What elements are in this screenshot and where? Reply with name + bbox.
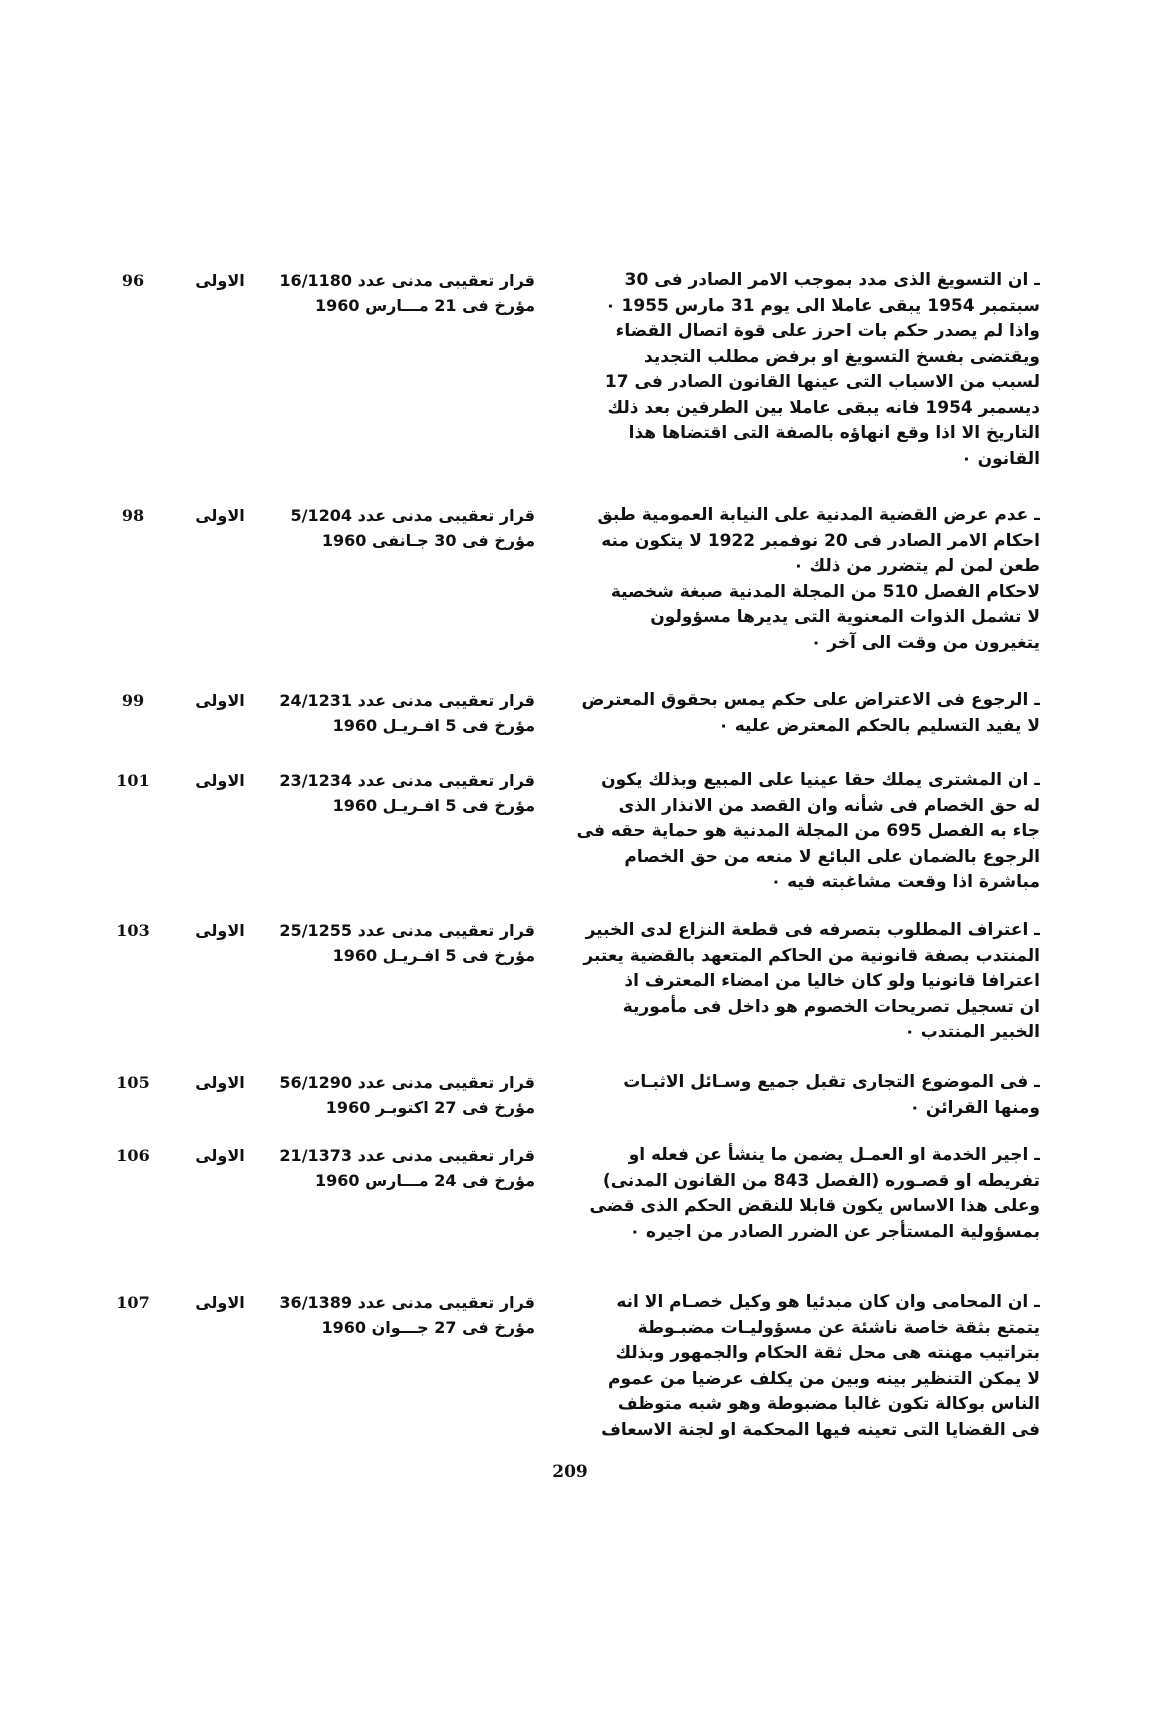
chamber-label: الاولى [195,1073,245,1092]
summary-line: التاريخ الا اذا وقع انهاؤه بالصفة التى اقتضاها هذا [628,423,1040,443]
decision-number: قرار تعقيبى مدنى عدد 16/1180 [279,271,535,290]
decision-date: مؤرخ فى 5 افـريـل 1960 [332,946,535,965]
summary-line: ان تسجيل تصريحات الخصوم هو داخل فى مأمورية [622,996,1040,1017]
page-reference: 103 [116,921,150,940]
ruling-summary [568,503,1040,656]
summary-line: يتمتع بثقة خاصة ناشئة عن مسؤوليـات مضبـوطة [637,1317,1040,1338]
summary-line: الخبير المنتدب ٠ [904,1022,1040,1042]
summary-line: المنتدب بصفة قانونية من الحاكم المتعهد بالقضية يعتبر [583,945,1040,966]
ruling-summary [568,1143,1040,1245]
summary-line: الناس بوكالة تكون غالبا مضبوطة وهو شبه متوظف [617,1394,1040,1414]
chamber-label: الاولى [195,691,245,710]
chamber-label: الاولى [195,921,245,940]
decision-date: مؤرخ فى 5 افـريـل 1960 [332,716,535,735]
decision-number: قرار تعقيبى مدنى عدد 5/1204 [290,506,535,525]
summary-line: فى القضايا التى تعينه فيها المحكمة او لجنة الاسعاف [601,1419,1040,1440]
summary-line: ـ اجير الخدمة او العمـل يضمن ما ينشأ عن فعله او [628,1145,1040,1165]
decision-date: مؤرخ فى 27 جـــوان 1960 [321,1318,535,1337]
page-reference: 99 [121,691,145,710]
summary-line: طعن لمن لم يتضرر من ذلك ٠ [793,556,1040,576]
summary-line: الرجوع بالضمان على البائع لا منعه من حق الخصام [624,846,1040,867]
summary-line: ديسمبر 1954 فانه يبقى عاملا بين الطرفين بعد ذلك [607,397,1040,418]
summary-line: لا يفيد التسليم بالحكم المعترض عليه ٠ [718,715,1040,736]
summary-line: له حق الخصام فى شأنه وان القصد من الانذار الذى [618,795,1040,816]
decision-date: مؤرخ فى 21 مـــارس 1960 [314,296,535,315]
decision-date: مؤرخ فى 24 مـــارس 1960 [314,1171,535,1190]
ruling-summary [568,688,1040,739]
summary-line: اعترافا قانونيا ولو كان خاليا من امضاء المعترف اذ [624,971,1040,991]
ruling-summary [568,268,1040,472]
summary-line: جاء به الفصل 695 من المجلة المدنية هو حماية حقه فى [576,821,1040,841]
summary-line: لاحكام الفصل 510 من المجلة المدنية صبغة شخصية [610,581,1040,602]
decision-reference [250,503,535,553]
summary-line: بمسؤولية المستأجر عن الضرر الصادر من اجيره ٠ [629,1221,1040,1242]
summary-line: ومنها القرائن ٠ [909,1097,1040,1118]
decision-reference [250,1290,535,1340]
decision-number: قرار تعقيبى مدنى عدد 23/1234 [279,771,535,790]
decision-reference [250,1070,535,1120]
summary-line: ـ عدم عرض القضية المدنية على النيابة العمومية طبق [597,505,1040,525]
decision-date: مؤرخ فى 30 جـانفى 1960 [321,531,535,550]
decision-date: مؤرخ فى 5 افـريـل 1960 [332,796,535,815]
decision-reference [250,918,535,968]
summary-line: القانون ٠ [961,448,1040,469]
summary-line: ـ ان المشترى يملك حقا عينيا على المبيع وبذلك يكون [601,770,1040,790]
decision-reference [250,688,535,738]
summary-line: بتراتيب مهنته هى محل ثقة الحكام والجمهور وبذلك [615,1343,1040,1363]
page-reference: 98 [121,506,145,525]
page-number: 209 [552,1462,588,1482]
summary-line: لا يمكن التنظير بينه وبين من يكلف عرضيا من عموم [608,1368,1040,1389]
summary-line: ـ ان التسويغ الذى مدد بموجب الامر الصادر فى 30 [624,270,1040,290]
summary-line: تفريطه او قصـوره (الفصل 843 من القانون المدنى) [602,1170,1040,1191]
ruling-summary [568,1290,1040,1443]
chamber-label: الاولى [195,506,245,525]
chamber-label: الاولى [195,1293,245,1312]
page-reference: 101 [116,771,150,790]
ruling-summary [568,768,1040,896]
page-reference: 105 [116,1073,150,1092]
summary-line: ويقتضى بفسخ التسويغ او برفض مطلب التجديد [644,346,1040,367]
decision-reference [250,768,535,818]
decision-reference [250,268,535,318]
summary-line: ـ ان المحامى وان كان مبدئيا هو وكيل خصـام الا انه [616,1292,1040,1312]
decision-number: قرار تعقيبى مدنى عدد 21/1373 [279,1146,535,1165]
summary-line: واذا لم يصدر حكم بات احرز على قوة اتصال القضاء [615,321,1040,341]
summary-line: لا تشمل الذوات المعنوية التى يديرها مسؤولون [650,607,1040,627]
summary-line: مباشرة اذا وقعت مشاغبته فيه ٠ [770,872,1040,892]
summary-line: ـ الرجوع فى الاعتراض على حكم يمس بحقوق المعترض [581,690,1040,710]
chamber-label: الاولى [195,1146,245,1165]
decision-number: قرار تعقيبى مدنى عدد 25/1255 [279,921,535,940]
decision-number: قرار تعقيبى مدنى عدد 36/1389 [279,1293,535,1312]
chamber-label: الاولى [195,271,245,290]
decision-date: مؤرخ فى 27 اكتوبـر 1960 [325,1098,535,1117]
decision-number: قرار تعقيبى مدنى عدد 56/1290 [279,1073,535,1092]
chamber-label: الاولى [195,771,245,790]
summary-line: ـ فى الموضوع التجارى تقبل جميع وسـائل الاثبـات [623,1072,1040,1092]
page-reference: 106 [116,1146,150,1165]
summary-line: وعلى هذا الاساس يكون قابلا للنقض الحكم الذى قضى [589,1196,1040,1216]
page-reference: 96 [121,271,145,290]
ruling-summary [568,1070,1040,1121]
summary-line: لسبب من الاسباب التى عينها القانون الصادر فى 17 [604,372,1040,392]
page-reference: 107 [116,1293,150,1312]
summary-line: ـ اعتراف المطلوب بتصرفه فى قطعة النزاع لدى الخبير [585,920,1040,940]
decision-number: قرار تعقيبى مدنى عدد 24/1231 [279,691,535,710]
ruling-summary [568,918,1040,1046]
summary-line: سبتمبر 1954 يبقى عاملا الى يوم 31 مارس 1955 ٠ [605,295,1040,316]
decision-reference [250,1143,535,1193]
summary-line: احكام الامر الصادر فى 20 نوفمبر 1922 لا يتكون منه [601,530,1040,551]
summary-line: يتغيرون من وقت الى آخر ٠ [810,632,1040,653]
